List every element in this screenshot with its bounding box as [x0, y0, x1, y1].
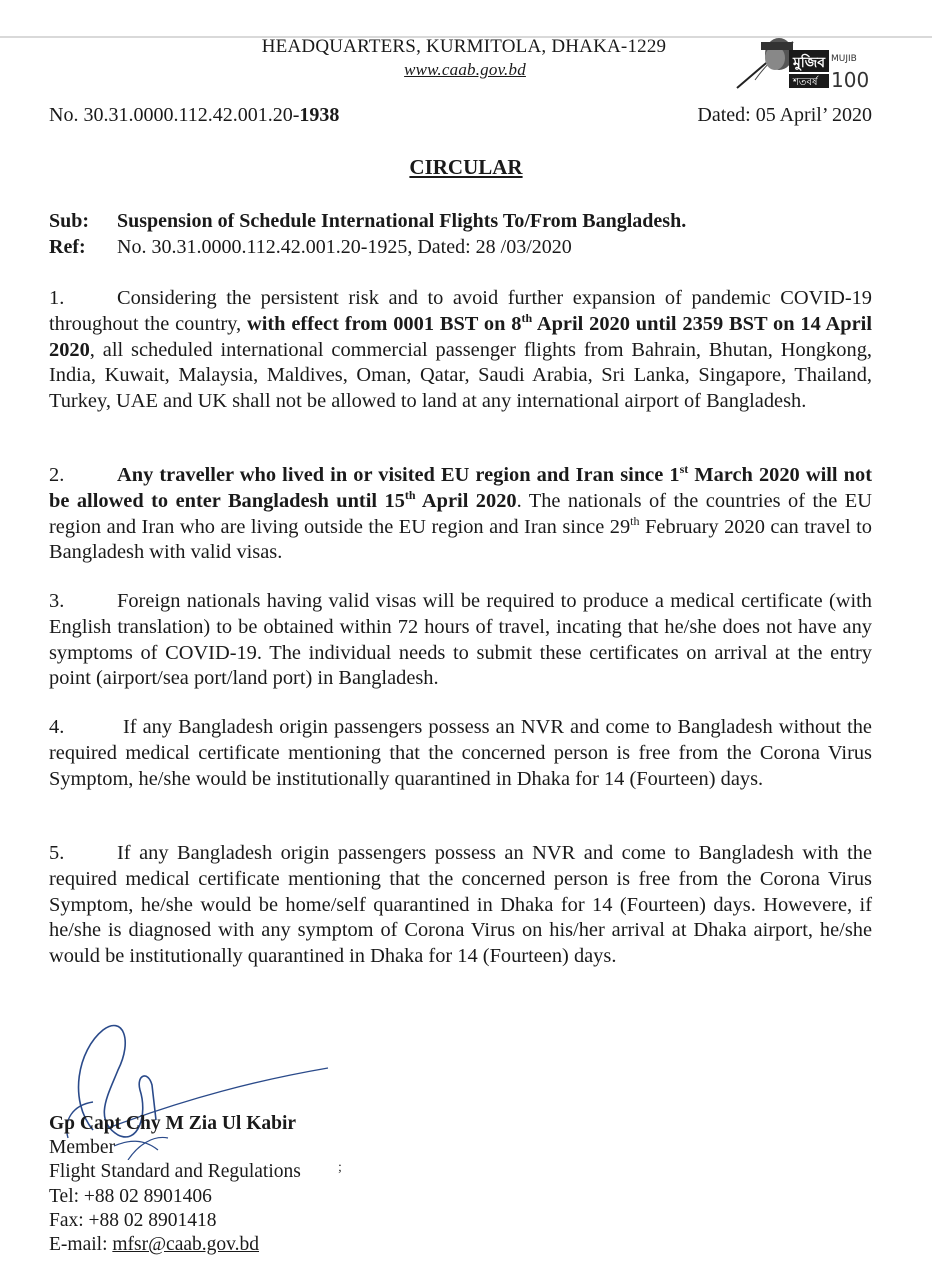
svg-text:MUJIB: MUJIB — [831, 54, 857, 64]
paragraph-1: 1. Considering the persistent risk and to avoid further expansion of pandemic COVID-19 throughout the country, with effect from 0001 BST on 8th April 2020 until 2359 BST on 14 April 2020, all scheduled international commercial passenger flights from Bahrain, Bhutan, Hongkong, India, Kuwait, Malaysia, Maldives, Oman, Qatar, Saudi Arabia, Sri Lanka, Singapore, Thailand, Turkey, UAE and UK shall not be allowed to land at any international airport of Bangladesh. — [49, 287, 872, 413]
signatory-designation: Member — [49, 1137, 116, 1159]
website-link[interactable]: www.caab.gov.bd — [404, 60, 526, 79]
subject-block — [49, 208, 872, 260]
signatory-department: Flight Standard and Regulations — [49, 1161, 301, 1183]
subject-label: Sub: — [49, 210, 90, 232]
mujib-100-logo — [735, 36, 875, 92]
margin-mark: ; — [338, 1160, 342, 1175]
headquarters-address: HEADQUARTERS, KURMITOLA, DHAKA-1229 — [261, 36, 667, 57]
subject-row — [49, 208, 872, 234]
paragraph-5: 5. If any Bangladesh origin passengers possess an NVR and come to Bangladesh with the required medical certificate mentioning that the concerned person is free from the Corona Virus Symptom, he/she would be home/self quarantined in Dhaka for 14 (Fourteen) days. Howevere, if he/she is diagnosed with any symptom of Corona Virus on his/her arrival at Dhaka airport, he/she would be institutionally quarantined in Dhaka for 14 (Fourteen) days. — [49, 842, 872, 968]
ref-label: Ref: — [49, 236, 86, 258]
reference-row — [49, 234, 872, 260]
paragraph-2: 2. Any traveller who lived in or visited EU region and Iran since 1st March 2020 will not be allowed to enter Bangladesh until 15th April 2020. The nationals of the countries of the EU region and Iran who are living outside the EU region and Iran since 29th February 2020 can travel to Bangladesh with valid visas. — [49, 462, 873, 564]
subject-text: Suspension of Schedule International Flights To/From Bangladesh. — [117, 210, 687, 232]
email-link[interactable]: mfsr@caab.gov.bd — [112, 1234, 260, 1256]
signatory-name: Gp Capt Chy M Zia Ul Kabir — [49, 1113, 297, 1134]
signatory-email-line: E-mail: mfsr@caab.gov.bd — [49, 1234, 260, 1256]
svg-text:100: 100 — [831, 68, 870, 92]
signatory-fax: Fax: +88 02 8901418 — [49, 1209, 217, 1231]
ref-text: No. 30.31.0000.112.42.001.20-1925, Dated: 28 /03/2020 — [117, 236, 572, 258]
signatory-block — [49, 1112, 301, 1257]
svg-text:শতবর্ষ: শতবর্ষ — [793, 77, 818, 88]
paragraph-4: 4. If any Bangladesh origin passengers possess an NVR and come to Bangladesh without the required medical certificate mentioning that the concerned person is free from the Corona Virus Symptom, he/she would be institutionally quarantined in Dhaka for 14 (Fourteen) days. — [49, 716, 872, 790]
memo-date: Dated: 05 April’ 2020 — [697, 104, 872, 126]
signatory-tel: Tel: +88 02 8901406 — [49, 1185, 212, 1207]
memo-number: No. 30.31.0000.112.42.001.20-1938 — [49, 104, 340, 126]
svg-text:মুজিব: মুজিব — [793, 55, 826, 71]
circular-title: CIRCULAR — [409, 155, 523, 179]
paragraph-3: 3. Foreign nationals having valid visas will be required to produce a medical certificate (with English translation) to be obtained within 72 hours of travel, incating that he/she does not have any symptoms of COVID-19. The individual needs to submit these certificates on arrival at the entry point (airport/sea port/land port) in Bangladesh. — [49, 590, 872, 690]
reference-line — [49, 104, 872, 127]
